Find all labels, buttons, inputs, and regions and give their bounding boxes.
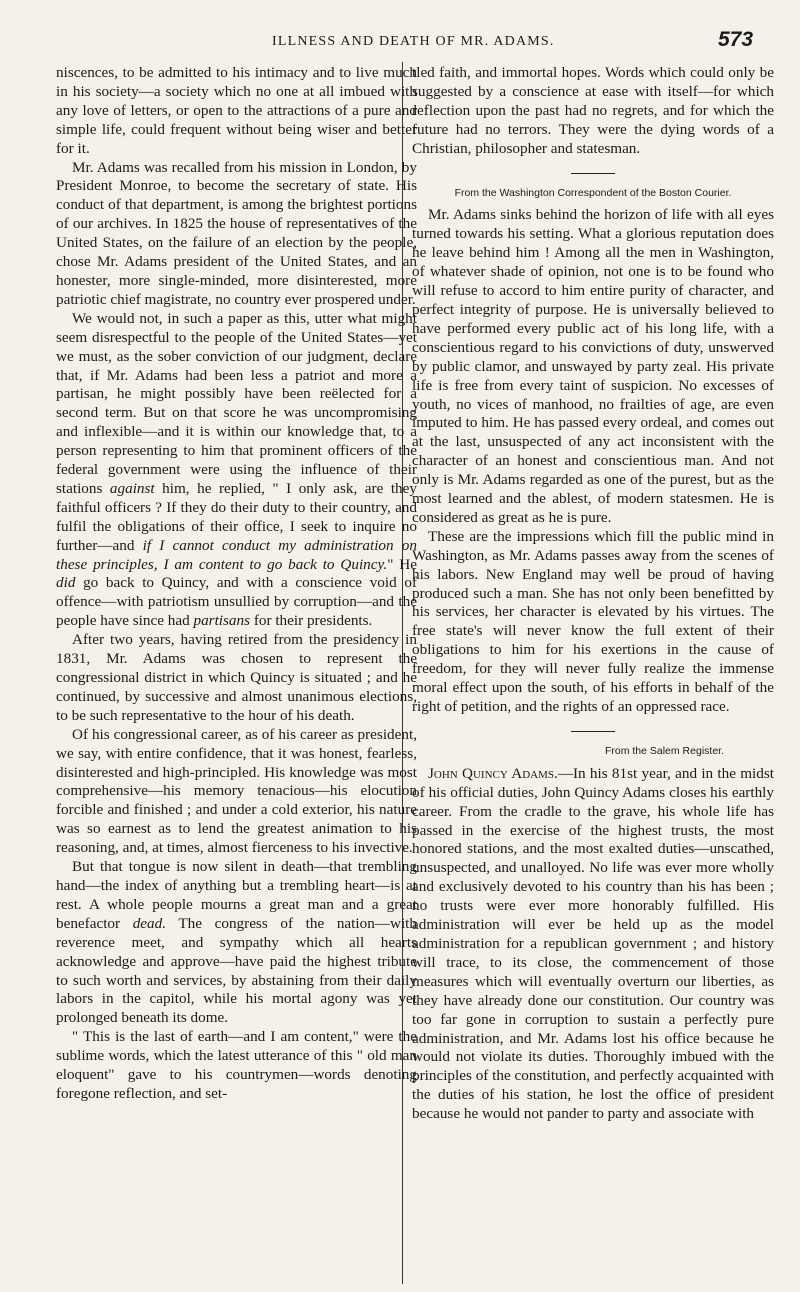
paragraph: These are the impressions which fill the public mind in Washington, as Mr. Adams passes away from the scenes of his labors. New England may well be proud of having produced such a man. She has not only been benefitted by his services, her character is elevated by his virtues. The free state's will never know the full extent of their obligations to him for his exertions in the cause of freedom, for they will never fully realize the immense moral effect upon the south, of his efforts in behalf of the right of petition, and the rights of an oppressed race. (412, 527, 774, 715)
paragraph: But that tongue is now silent in death—that trembling hand—the index of anything but a trembling heart—is at rest. A whole people mourns a great man and a great benefactor dead. The congress of the nation—with reverence meet, and sympathy which all hearts acknowledge and approve—have paid the highest tribute to such worth and services, by abstaining from their daily labors in the capitol, while his mortal agony was yet prolonged beneath its dome. (56, 858, 417, 1027)
page-number: 573 (718, 28, 754, 51)
paragraph: tled faith, and immortal hopes. Words which could only be suggested by a conscience at ease with itself—for which reflection upon the past had no regrets, and for which the future had no terrors. They were the dying words of a Christian, philosopher and statesman. (412, 64, 774, 157)
paragraph: Mr. Adams sinks behind the horizon of life with all eyes turned towards his setting. What a glorious reputation does he leave behind him ! Among all the men in Washington, of whatever shade of opinion, not one is to be found who will refuse to accord to him entire purity of character, and perfect integrity of purpose. He is universally believed to have performed every public act of his long life, with a conscientious regard to his convictions of duty, unswerved by public clamor, and unswayed by party zeal. His private life is free from every taint of suspicion. No excesses of youth, no vices of manhood, no frailties of age, are even imputed to him. He has passed every ordeal, and comes out at the last, unsuspected of any act inconsistent with the character of an honest and conscientious man. And not only is Mr. Adams regarded as one of the purest, but as the most learned and the ablest, of modern statesmen. He is considered as great as he is pure. (412, 206, 774, 526)
paragraph: " This is the last of earth—and I am content," were the sublime words, which the latest utterance of this " old man eloquent" gave to his countrymen—words denoting foregone reflection, and set- (56, 1028, 417, 1102)
emphasis: against (109, 479, 155, 497)
paragraph: We would not, in such a paper as this, utter what might seem disrespectful to the people of the United States—yet we must, as the sober conviction of our judgment, declare that, if Mr. Adams had been less a patriot and more a partisan, he might possibly have been reëlected for a second term. But on that score he was uncompromising and inflexible—and it is within our knowledge that, to a person representing to him that prominent officers of the federal government were using the influence of their stations against him, he replied, " I only ask, are they faithful officers ? If they do their duty to their country, and fulfil the obligations of their office, I seek to inquire no further—and if I cannot conduct my administration on these principles, I am content to go back to Quincy." He did go back to Quincy, and with a conscience void of offence—with patriotism unsullied by corruption—and the people have since had partisans for their presidents. (56, 309, 417, 630)
source-attribution: From the Washington Correspondent of the Boston Courier. (454, 186, 732, 199)
paragraph: niscences, to be admitted to his intimacy and to live much in his society—a society which no one at all imbued with any love of letters, or open to the attractions of a pure and simple life, could frequent without being wiser and better for it. (56, 64, 417, 157)
section-divider (571, 731, 615, 732)
running-head: ILLNESS AND DEATH OF MR. ADAMS. (272, 34, 555, 49)
emphasis: if I cannot conduct my administration on these principles, I am content to go back to Quincy. (56, 536, 417, 573)
subject-name: John Quincy Adams. (428, 764, 558, 782)
left-column (56, 64, 417, 1104)
paragraph: John Quincy Adams.—In his 81st year, and in the midst of his official duties, John Quincy Adams closes his earthly career. From the cradle to the grave, his whole life has passed in the exercise of the highest trusts, the most honored stations, and the most exalted duties—unscathed, unsuspected, and unalloyed. No life was ever more wholly and exclusively devoted to his country than his has been ; no trusts were ever more honorably fulfilled. His administration will ever be held up as the model administration for a republican government ; and history will trace, to its close, the commencement of those measures which will eventually overturn our liberties, as they have already done our constitution. Our country was too far gone in corruption to sustain a perfectly pure administration, and Mr. Adams lost his office because he would not violate its duties. Thoroughly imbued with the principles of the constitution, and perfectly acquainted with the duties of his station, he lost the office of president because he would not pander to party and associate with (412, 764, 774, 1123)
emphasis: dead. (132, 914, 167, 932)
paragraph: Mr. Adams was recalled from his mission in London, by President Monroe, to become the secretary of state. His conduct of that department, is among the brightest portions of our archives. In 1825 the house of representatives of the United States, on the failure of an election by the people, chose Mr. Adams president of the United States, and an honester, more single-minded, more disinterested, more patriotic chief magistrate, no country ever prospered under. (56, 158, 417, 308)
emphasis: partisans (193, 612, 251, 630)
right-column (412, 64, 774, 1124)
emphasis: did (56, 574, 76, 592)
page-header (0, 28, 800, 58)
paragraph: Of his congressional career, as of his career as president, we say, with entire confidence, that it was honest, fearless, disinterested and high-principled. His knowledge was most comprehensive—his memory tenacious—his elocution forcible and finished ; and under a cold exterior, his nature was so earnest as to lend the greatest animation to his reasoning, and, at times, almost fierceness to his invective. (56, 725, 417, 857)
paragraph: After two years, having retired from the presidency in 1831, Mr. Adams was chosen to represent the congressional district in which Quincy is situated ; and he continued, by successive and almost unanimous elections, to be such representative to the hour of his death. (56, 631, 417, 724)
source-attribution: From the Salem Register. (604, 744, 724, 757)
section-divider (571, 173, 615, 174)
